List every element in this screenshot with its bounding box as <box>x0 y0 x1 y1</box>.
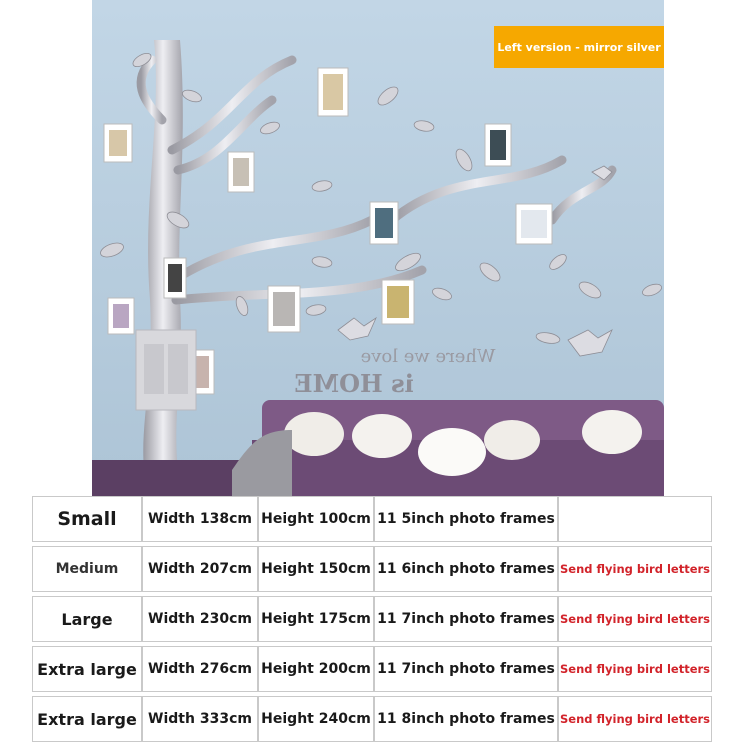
wall-text-line2: is HOME <box>294 369 414 398</box>
width-cell: Width 207cm <box>142 546 258 592</box>
height-cell: Height 240cm <box>258 696 374 742</box>
gift-cell: Send flying bird letters <box>558 546 712 592</box>
size-cell: Large <box>32 596 142 642</box>
frames-cell: 11 6inch photo frames <box>374 546 558 592</box>
table-row <box>32 646 712 692</box>
wall-text-line1: Where we love <box>360 346 496 367</box>
width-cell: Width 138cm <box>142 496 258 542</box>
table-row <box>32 496 712 542</box>
size-cell: Medium <box>32 546 142 592</box>
gift-cell: Send flying bird letters <box>558 646 712 692</box>
gift-cell: Send flying bird letters <box>558 696 712 742</box>
height-cell: Height 175cm <box>258 596 374 642</box>
size-cell: Extra large <box>32 646 142 692</box>
height-cell: Height 100cm <box>258 496 374 542</box>
gift-cell <box>558 496 712 542</box>
table-row <box>32 696 712 742</box>
frames-cell: 11 5inch photo frames <box>374 496 558 542</box>
frames-cell: 11 7inch photo frames <box>374 596 558 642</box>
frames-cell: 11 8inch photo frames <box>374 696 558 742</box>
height-cell: Height 200cm <box>258 646 374 692</box>
width-cell: Width 333cm <box>142 696 258 742</box>
size-cell: Extra large <box>32 696 142 742</box>
table-row <box>32 546 712 592</box>
version-badge: Left version - mirror silver <box>494 26 664 68</box>
size-cell: Small <box>32 496 142 542</box>
width-cell: Width 276cm <box>142 646 258 692</box>
frames-cell: 11 7inch photo frames <box>374 646 558 692</box>
table-row <box>32 596 712 642</box>
gift-cell: Send flying bird letters <box>558 596 712 642</box>
product-photo <box>92 0 664 496</box>
height-cell: Height 150cm <box>258 546 374 592</box>
size-spec-table <box>32 496 712 744</box>
width-cell: Width 230cm <box>142 596 258 642</box>
